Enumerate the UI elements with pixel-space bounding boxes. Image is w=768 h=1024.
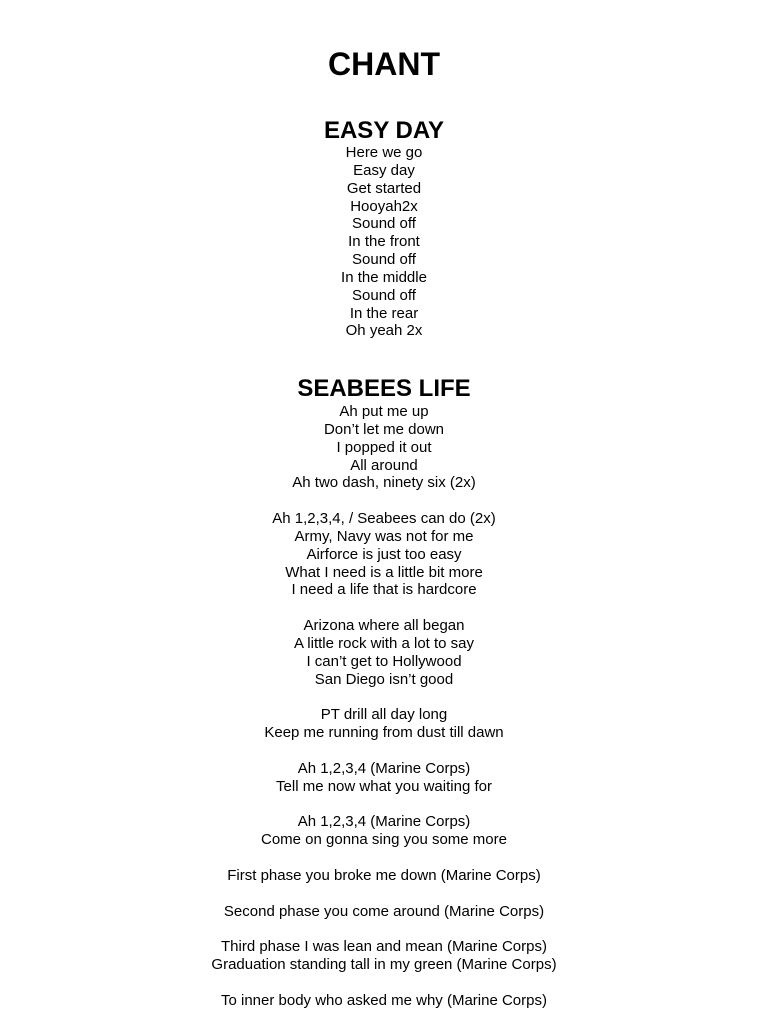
chant-line: Ah 1,2,3,4 (Marine Corps) xyxy=(297,813,471,831)
stanza-break xyxy=(0,885,768,903)
chant-line: I need a life that is hardcore xyxy=(291,581,477,599)
chant-line: First phase you broke me down (Marine Corps) xyxy=(227,866,541,884)
stanza-break xyxy=(0,689,768,707)
chant-line: I can’t get to Hollywood xyxy=(306,652,462,670)
chant-line: Sound off xyxy=(352,251,416,269)
stanza-break xyxy=(0,492,768,510)
chant-line: In the front xyxy=(348,233,420,251)
chant-line: Here we go xyxy=(345,144,423,161)
chant-line: Come on gonna sing you some more xyxy=(261,831,507,849)
stanza-break xyxy=(0,920,768,938)
chant-line: Ah two dash, ninety six (2x) xyxy=(292,474,476,492)
chant-line: Oh yeah 2x xyxy=(345,322,423,340)
chant-lines-seabees-life xyxy=(0,403,768,1010)
chant-line: Easy day xyxy=(353,161,415,179)
chant-line: Keep me running from dust till dawn xyxy=(264,724,504,742)
chant-line: Graduation standing tall in my green (Marine Corps) xyxy=(211,956,557,974)
chant-line: A little rock with a lot to say xyxy=(293,634,475,652)
chant-line: Ah put me up xyxy=(339,403,429,420)
chant-line: Third phase I was lean and mean (Marine Corps) xyxy=(221,938,547,956)
chant-line: Airforce is just too easy xyxy=(306,545,462,563)
chant-line: Ah 1,2,3,4, / Seabees can do (2x) xyxy=(272,510,496,528)
chant-line: Arizona where all began xyxy=(303,617,465,635)
chant-line: Second phase you come around (Marine Corps) xyxy=(223,902,545,920)
stanza-break xyxy=(0,974,768,992)
chant-line: I popped it out xyxy=(336,438,432,456)
stanza-break xyxy=(0,796,768,814)
chant-line: Sound off xyxy=(352,215,416,233)
section-heading-seabees-life: SEABEES LIFE xyxy=(297,375,471,402)
stanza-break xyxy=(0,849,768,867)
chant-line: In the middle xyxy=(341,268,427,286)
chant-lines-easy-day xyxy=(0,144,768,340)
chant-line: To inner body who asked me why (Marine Corps) xyxy=(221,991,547,1009)
chant-line: Get started xyxy=(346,179,422,197)
chant-line: In the rear xyxy=(349,304,419,322)
chant-line: Don’t let me down xyxy=(323,420,445,438)
chant-line: Tell me now what you waiting for xyxy=(276,777,492,795)
chant-line: All around xyxy=(350,456,418,474)
stanza-break xyxy=(0,742,768,760)
chant-line: Hooyah2x xyxy=(350,197,418,215)
chant-line: What I need is a little bit more xyxy=(285,563,483,581)
chant-line: PT drill all day long xyxy=(320,706,448,724)
chant-line: Army, Navy was not for me xyxy=(294,527,474,545)
chant-line: San Diego isn’t good xyxy=(314,670,454,688)
chant-line: Ah 1,2,3,4 (Marine Corps) xyxy=(297,759,471,777)
document-title: CHANT xyxy=(328,46,440,82)
section-heading-easy-day: EASY DAY xyxy=(323,117,445,144)
stanza-break xyxy=(0,599,768,617)
chant-line: Sound off xyxy=(352,286,416,304)
